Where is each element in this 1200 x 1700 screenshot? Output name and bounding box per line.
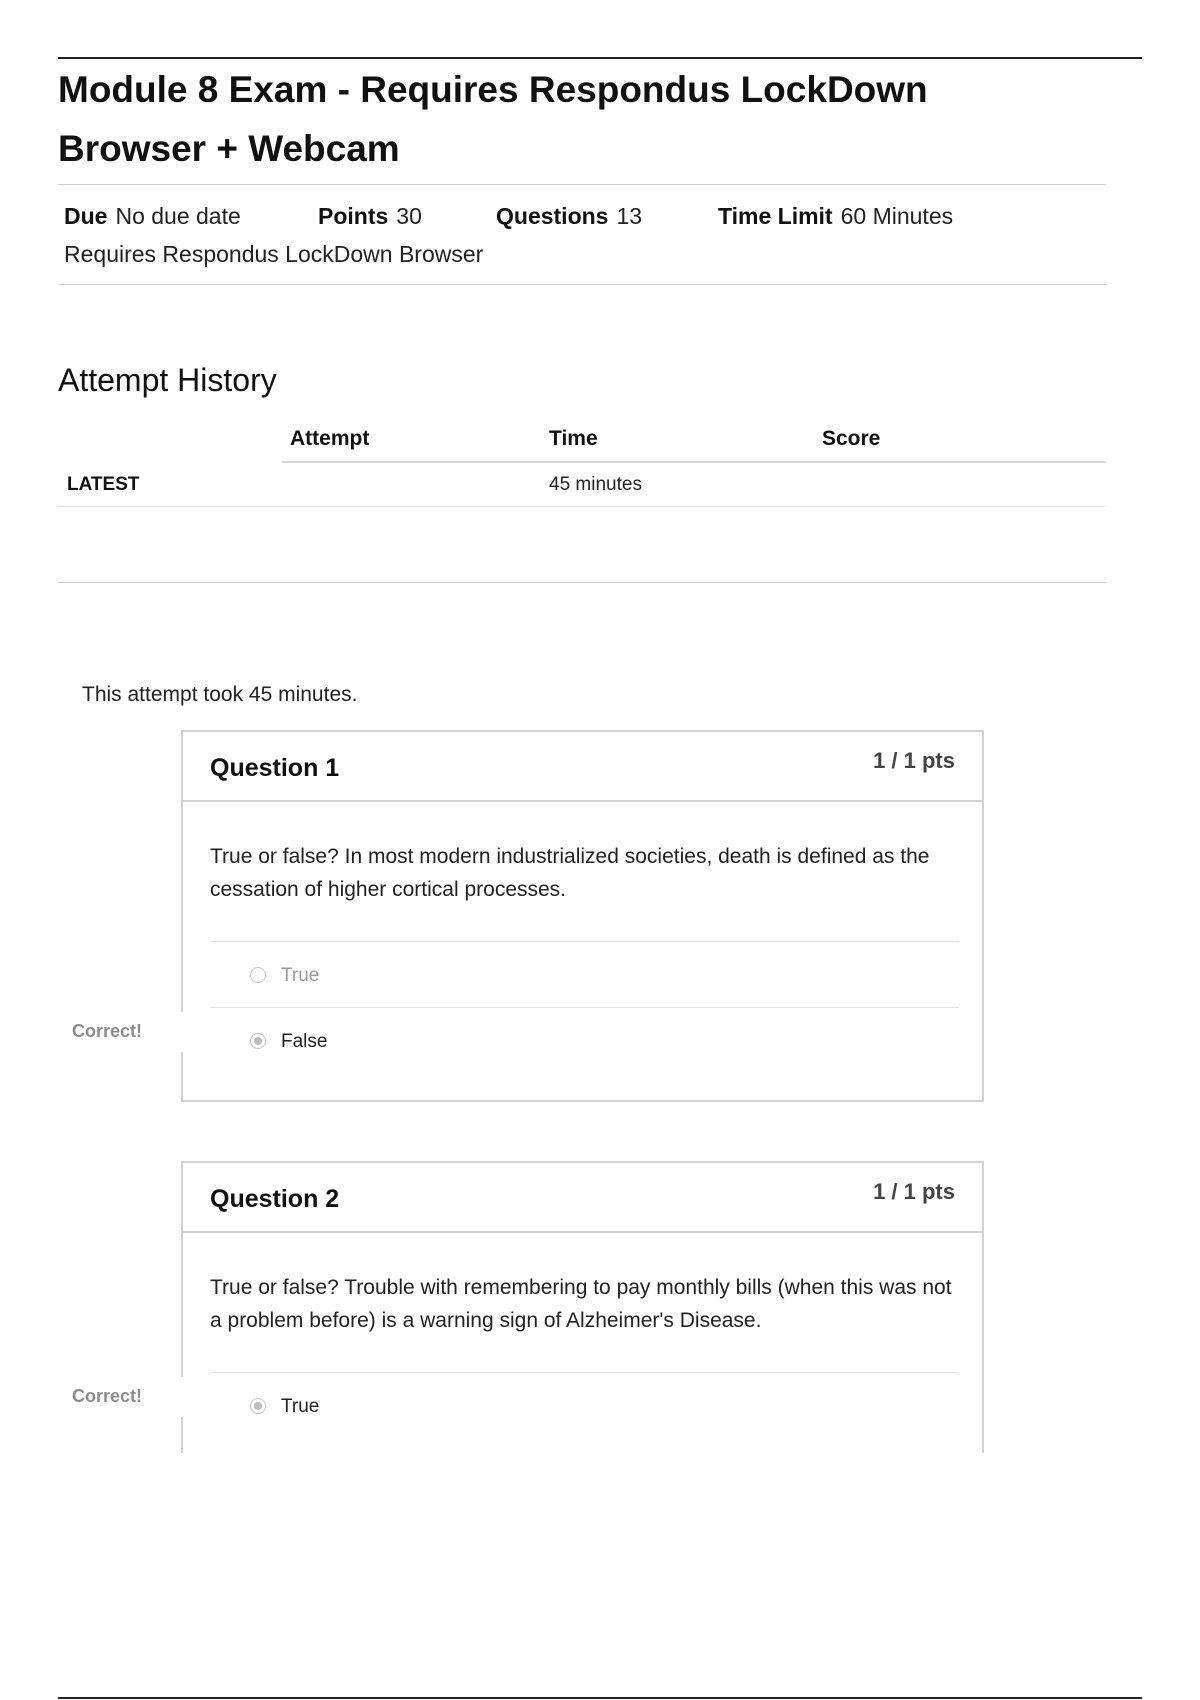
lockdown-requirement: Requires Respondus LockDown Browser [64,241,484,267]
answer-radio-true[interactable] [250,967,266,983]
answer-divider [210,1372,959,1373]
correct-feedback-2: Correct! [72,1386,143,1406]
table-row-time: 45 minutes [549,474,642,495]
table-row-divider [58,506,1106,507]
answer-radio-true[interactable] [250,1398,266,1414]
answer-label-true: True [281,965,320,986]
question-header [183,732,982,802]
question-title: Question 2 [210,1185,340,1213]
answer-label-false: False [281,1031,328,1052]
details-divider [58,284,1106,285]
question-points: 1 / 1 pts [873,748,955,773]
time-limit-field [718,203,953,230]
page-title: Module 8 Exam - Requires Respondus LockDown Browser + Webcam [58,69,928,169]
questions-label: Questions [496,203,609,229]
points-label: Points [318,203,389,229]
section-divider [58,582,1106,583]
time-limit-value: 60 Minutes [840,203,954,229]
question-points: 1 / 1 pts [873,1179,955,1204]
attempt-duration-note: This attempt took 45 minutes. [82,683,358,706]
table-header-divider [282,461,1106,463]
column-header-score: Score [822,427,881,450]
due-label: Due [64,203,108,229]
question-text: True or false? Trouble with remembering to pay monthly bills (when this was not a problem before) is a warning sign of Alzheimer's Disease. [210,1276,952,1332]
table-row-latest-label: LATEST [67,474,140,495]
questions-field [496,203,642,230]
due-field [64,203,241,230]
attempt-history-heading: Attempt History [58,362,277,398]
question-text: True or false? In most modern industrialized societies, death is defined as the cessation of higher cortical processes. [210,845,930,901]
answer-label-true: True [281,1396,320,1417]
column-header-time: Time [549,427,598,450]
question-title: Question 1 [210,754,340,782]
question-card-2 [181,1161,984,1453]
correct-marker-gap [170,1012,186,1052]
bottom-rule [58,1697,1142,1699]
top-rule [58,57,1142,59]
question-header [183,1163,982,1233]
questions-value: 13 [616,203,643,229]
due-value: No due date [115,203,241,229]
correct-feedback-1: Correct! [72,1021,143,1041]
title-divider [58,184,1106,185]
question-card-1 [181,730,984,1102]
answer-radio-false[interactable] [250,1033,266,1049]
column-header-attempt: Attempt [290,427,370,450]
time-limit-label: Time Limit [718,203,833,229]
points-field [318,203,422,230]
answer-divider [210,1007,959,1008]
correct-marker-gap [170,1377,186,1417]
points-value: 30 [396,203,422,229]
answer-divider [210,941,959,942]
